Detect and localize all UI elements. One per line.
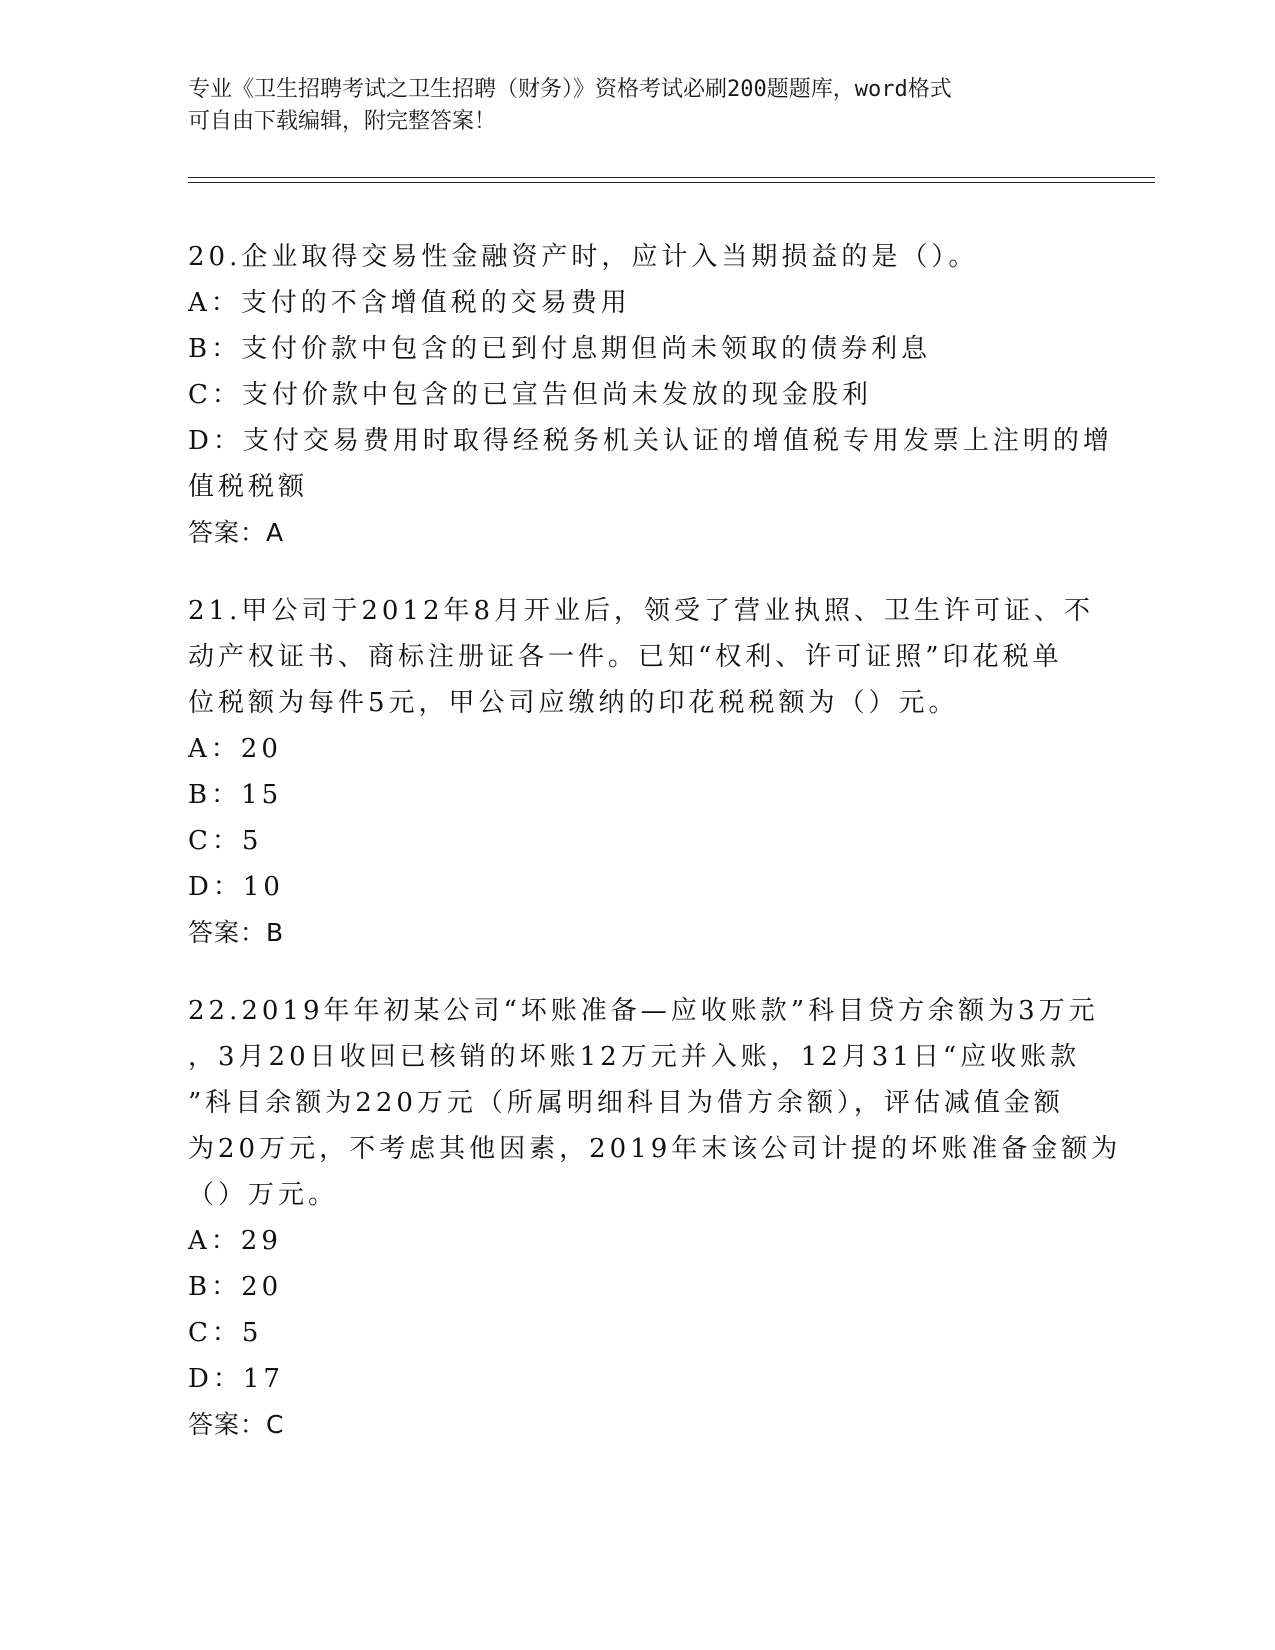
option-c: C：支付价款中包含的已宣告但尚未发放的现金股利 (188, 380, 872, 410)
header-line: 可自由下载编辑，附完整答案！ (188, 109, 497, 134)
answer: 答案：A (188, 518, 285, 547)
question-item (188, 234, 1113, 556)
option-a: A：29 (188, 1226, 282, 1256)
option-d: D：17 (188, 1364, 284, 1394)
question-stem: 22.2019年年初某公司“坏账准备—应收账款”科目贷方余额为3万元 (188, 996, 1099, 1026)
question-item (188, 588, 1093, 956)
question-item (188, 988, 1122, 1448)
header-line: 专业《卫生招聘考试之卫生招聘（财务）》资格考试必刷200题题库，word格式 (188, 77, 952, 102)
document-header (188, 74, 1088, 138)
question-stem: ”科目余额为220万元（所属明细科目为借方余额），评估减值金额 (188, 1088, 1064, 1118)
header-divider (188, 177, 1155, 178)
question-stem: 动产权证书、商标注册证各一件。已知“权利、许可证照”印花税单 (188, 642, 1063, 672)
option-b: B：20 (188, 1272, 283, 1302)
answer: 答案：C (188, 1410, 285, 1439)
option-a: A：支付的不含增值税的交易费用 (188, 288, 631, 318)
question-stem: 20.企业取得交易性金融资产时，应计入当期损益的是（）。 (188, 242, 979, 272)
questions-list (188, 234, 1122, 1480)
option-b: B：15 (188, 780, 283, 810)
question-stem: （）万元。 (188, 1180, 339, 1210)
question-stem: 21.甲公司于2012年8月开业后，领受了营业执照、卫生许可证、不 (188, 596, 1095, 626)
option-a: A：20 (188, 734, 282, 764)
question-stem: ，3月20日收回已核销的坏账12万元并入账，12月31日“应收账款 (188, 1042, 1081, 1072)
option-c: C：5 (188, 1318, 263, 1348)
option-d-continued: 值税税额 (188, 472, 309, 502)
header-divider (188, 182, 1155, 183)
option-d: D：支付交易费用时取得经税务机关认证的增值税专用发票上注明的增 (188, 426, 1113, 456)
option-d: D：10 (188, 872, 284, 902)
option-b: B：支付价款中包含的已到付息期但尚未领取的债券利息 (188, 334, 932, 364)
answer: 答案：B (188, 918, 285, 947)
option-c: C：5 (188, 826, 263, 856)
question-stem: 为20万元，不考虑其他因素，2019年末该公司计提的坏账准备金额为 (188, 1134, 1122, 1164)
question-stem: 位税额为每件5元，甲公司应缴纳的印花税税额为（）元。 (188, 688, 959, 718)
